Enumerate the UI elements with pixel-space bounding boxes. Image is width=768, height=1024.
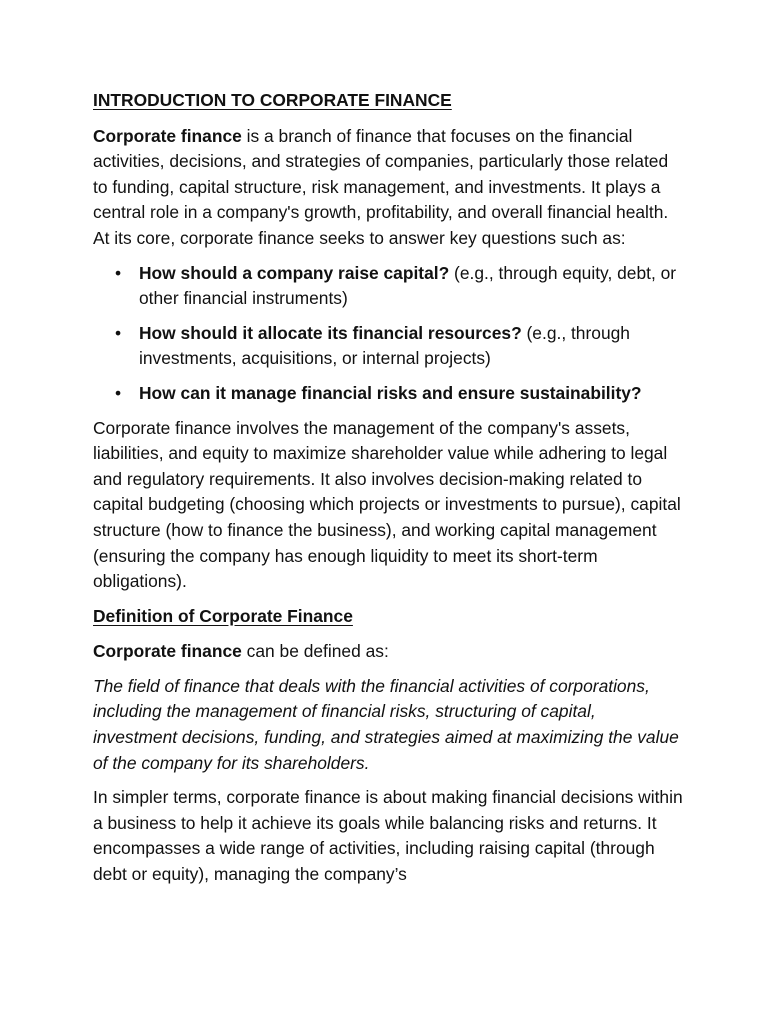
definition-quote: The field of finance that deals with the financial activities of corporations, including the management of financial risks, structuring of capital, investment decisions, funding, and strategies aimed at maximizing the value of the company for its shareholders.: [93, 675, 679, 773]
simpler-terms-paragraph: In simpler terms, corporate finance is about making financial decisions within a business to help it achieve its goals while balancing risks and returns. It encompasses a wide range of activities, including raising capital (through debt or equity), managing the company’s: [93, 787, 683, 885]
question-bold: How should it allocate its financial resources?: [139, 322, 522, 343]
question-bold: How should a company raise capital?: [139, 262, 450, 283]
definition-intro-text: can be defined as:: [241, 641, 389, 662]
bullet-icon: •: [115, 322, 122, 343]
list-item: [93, 321, 683, 372]
question-bold: How can it manage financial risks and ensure sustainability?: [139, 382, 642, 403]
section-heading-definition: Definition of Corporate Finance: [93, 605, 353, 626]
intro-bold-lead: Corporate finance: [93, 125, 242, 146]
key-questions-list: [93, 261, 683, 407]
definition-bold-lead: Corporate finance: [93, 641, 242, 662]
question-detail: (e.g., through equity, debt, or other financial instruments): [139, 262, 677, 309]
question-detail: (e.g., through investments, acquisitions, or internal projects): [139, 322, 630, 369]
definition-intro-paragraph: [93, 639, 683, 665]
intro-text: is a branch of finance that focuses on the financial activities, decisions, and strategies of companies, particularly those related to funding, capital structure, risk management, and investments. It plays a central role in a company's growth, profitability, and overall financial health. At its core, corporate finance seeks to answer key questions such as:: [93, 125, 669, 248]
document-page: [93, 88, 683, 897]
bullet-icon: •: [115, 262, 122, 283]
bullet-icon: •: [115, 382, 122, 403]
page-title: INTRODUCTION TO CORPORATE FINANCE: [93, 90, 452, 110]
list-item: [93, 261, 683, 312]
list-item: [93, 381, 683, 407]
management-paragraph: Corporate finance involves the management of the company's assets, liabilities, and equity to maximize shareholder value while adhering to legal and regulatory requirements. It also involves decision-making related to capital budgeting (choosing which projects or investments to pursue), capital structure (how to finance the business), and working capital management (ensuring the company has enough liquidity to meet its short-term obligations).: [93, 417, 681, 592]
intro-paragraph: [93, 124, 683, 252]
